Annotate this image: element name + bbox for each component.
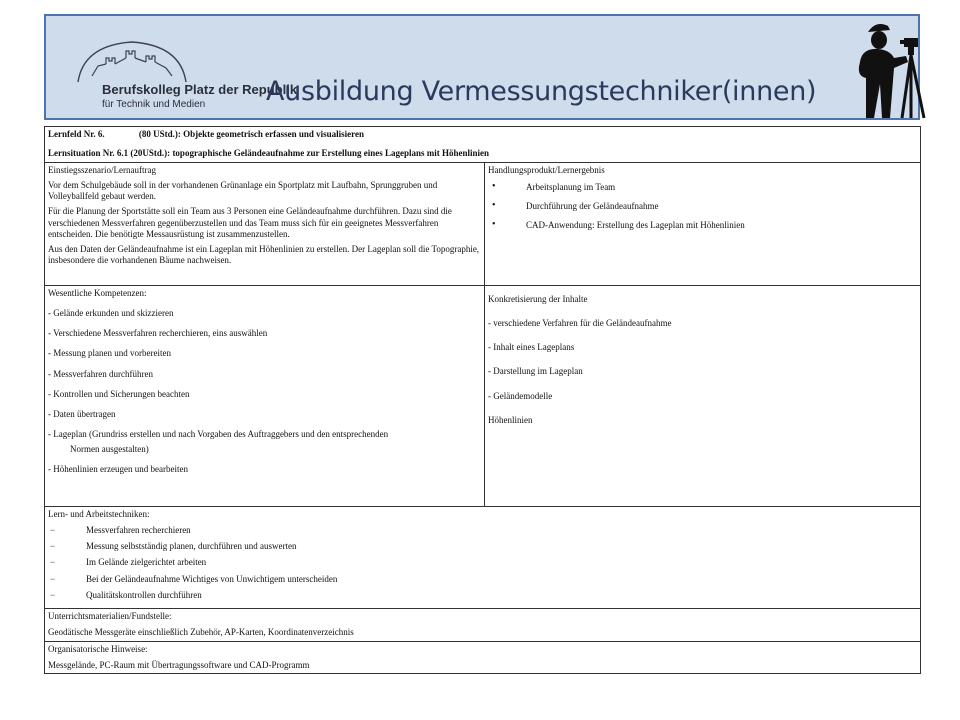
techniques-cell (45, 506, 921, 609)
organization-text: Messgelände, PC-Raum mit Übertragungssoftware und CAD-Programm (48, 659, 310, 670)
list-item: • Arbeitsplanung im Team (488, 182, 917, 193)
list-item: - Messverfahren durchführen (48, 368, 153, 379)
list-item: - Verschiedene Messverfahren recherchieren, eins auswählen (48, 328, 268, 338)
school-name: Berufskolleg Platz der Republik (102, 82, 298, 97)
product-list (488, 182, 917, 232)
list-item: • CAD-Anwendung: Erstellung des Lageplan mit Höhenlinien (488, 220, 917, 231)
lernfeld-header (45, 127, 921, 163)
scenario-paragraph: Aus den Daten der Geländeaufnahme ist ein Lageplan mit Höhenlinien zu erstellen. Der Lageplan soll die Topographie, insbesondere die vorhandenen Bäume nachweisen. (48, 244, 480, 266)
organization-cell (45, 641, 921, 674)
list-item: − Qualitätskontrollen durchführen (48, 590, 917, 601)
scenario-heading: Einstiegsszenario/Lernauftrag (48, 164, 156, 175)
content-cell (485, 285, 921, 506)
competencies-heading: Wesentliche Kompetenzen: (48, 287, 147, 298)
organization-heading: Organisatorische Hinweise: (48, 643, 148, 654)
title-banner (44, 14, 920, 120)
list-item: − Bei der Geländeaufnahme Wichtiges von Unwichtigem unterscheiden (48, 574, 917, 585)
techniques-list (48, 525, 917, 601)
lernfeld-number: Lernfeld Nr. 6. (48, 129, 105, 139)
list-item: - Kontrollen und Sicherungen beachten (48, 388, 190, 399)
list-item: - Höhenlinien erzeugen und bearbeiten (48, 463, 188, 474)
lernsituation-number: Lernsituation Nr. 6.1 (20UStd.): (48, 148, 171, 159)
content-heading: Konkretisierung der Inhalte (488, 293, 588, 304)
list-item: - Geländemodelle (488, 390, 553, 401)
castle-logo-icon (72, 36, 192, 84)
list-item: - Messung planen und vorbereiten (48, 348, 171, 359)
list-item: − Im Gelände zielgerichtet arbeiten (48, 557, 917, 568)
materials-cell (45, 609, 921, 642)
page-title: Ausbildung Vermessungstechniker(innen) (266, 76, 817, 107)
product-heading: Handlungsprodukt/Lernergebnis (488, 164, 605, 175)
lernfeld-hours: (80 UStd.): (138, 129, 181, 139)
list-item: • Durchführung der Geländeaufnahme (488, 201, 917, 212)
scenario-paragraph: Für die Planung der Sportstätte soll ein Team aus 3 Personen eine Geländeaufnahme durchführen. Dazu sind die verschiedenen Messverfahren gegenüberzustellen und das Team muss sich für ein geeignetes Messverfahren entscheiden. Die benötigte Messausrüstung ist zusammenzustellen. (48, 206, 452, 239)
lernfeld-title: Objekte geometrisch erfassen und visualisieren (183, 129, 364, 139)
school-subtitle: für Technik und Medien (102, 99, 206, 110)
list-item: − Messverfahren recherchieren (48, 525, 917, 536)
learning-situation-table (44, 126, 921, 674)
scenario-cell (45, 162, 485, 285)
list-item: - Gelände erkunden und skizzieren (48, 307, 174, 318)
list-item: - Daten übertragen (48, 409, 116, 419)
list-item: - verschiedene Verfahren für die Geländeaufnahme (488, 317, 672, 328)
techniques-heading: Lern- und Arbeitstechniken: (48, 508, 150, 519)
materials-heading: Unterrichtsmaterialien/Fundstelle: (48, 611, 172, 621)
competencies-cell (45, 285, 485, 506)
list-item: - Lageplan (Grundriss erstellen und nach Vorgaben des Auftraggebers und den entsprechenden (48, 429, 389, 440)
lernsituation-title: topographische Geländeaufnahme zur Erstellung eines Lageplans mit Höhenlinien (172, 148, 490, 159)
materials-text: Geodätische Messgeräte einschließlich Zubehör, AP-Karten, Koordinatenverzeichnis (48, 627, 354, 638)
school-logo (72, 36, 298, 116)
surveyor-icon (846, 18, 926, 120)
list-item: − Messung selbstständig planen, durchführen und auswerten (48, 541, 917, 552)
scenario-paragraph: Vor dem Schulgebäude soll in der vorhandenen Grünanlage ein Sportplatz mit Laufbahn, Sprunggruben und Volleyballfeld gebaut werden. (48, 179, 438, 201)
product-cell (485, 162, 921, 285)
list-item-continuation: Normen ausgestalten) (70, 443, 149, 454)
list-item: Höhenlinien (488, 414, 533, 425)
list-item: - Inhalt eines Lageplans (488, 342, 575, 352)
list-item: - Darstellung im Lageplan (488, 366, 583, 377)
